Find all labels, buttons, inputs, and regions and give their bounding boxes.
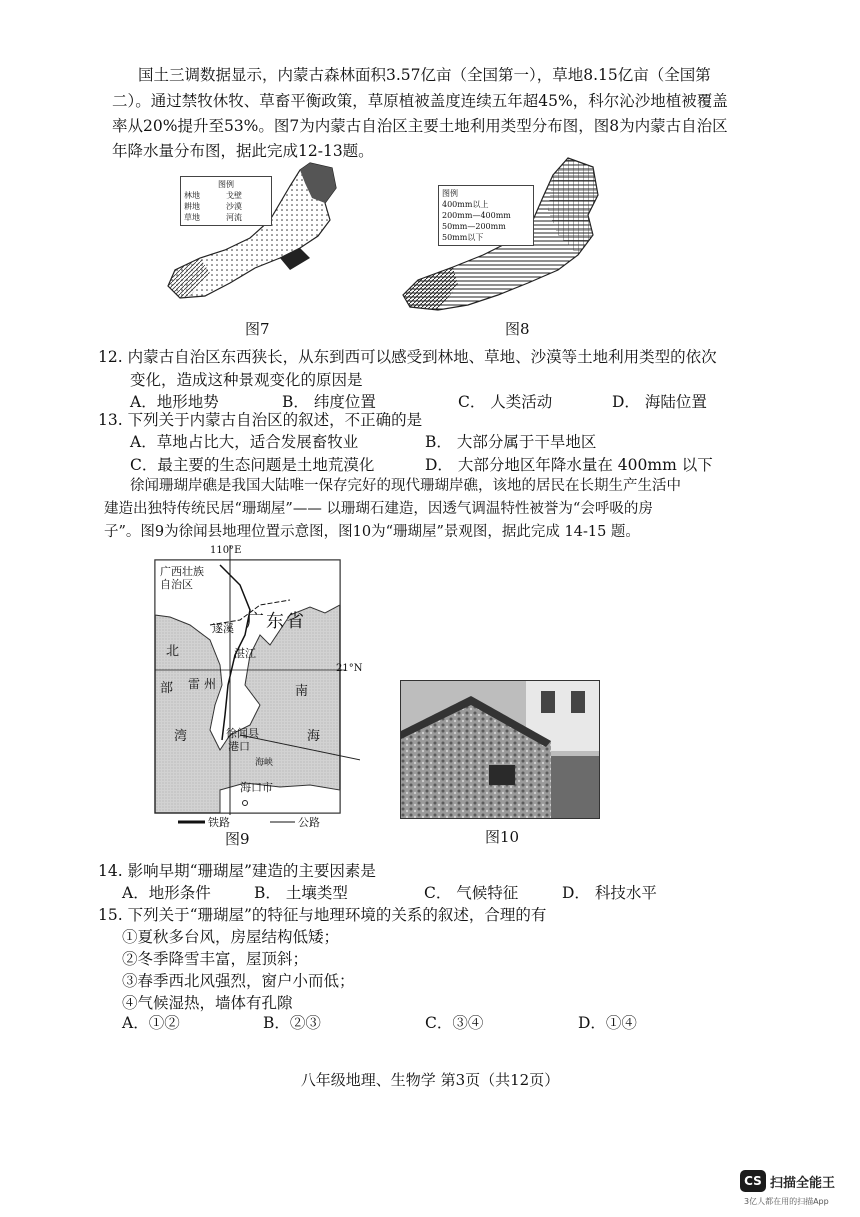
guangdong-label: 广东省	[246, 611, 306, 632]
strait-label: 海峡	[255, 758, 274, 768]
xuwen-county-label: 徐闻县	[226, 727, 259, 740]
intro-line-3: 率从20%提升至53%。图7为内蒙古自治区主要土地利用类型分布图，图8为内蒙古自治区	[112, 117, 728, 135]
q14-option-b: B． 土壤类型	[254, 884, 348, 902]
figure-8-caption: 图8	[505, 320, 530, 338]
q14-option-d: D． 科技水平	[562, 884, 657, 902]
legend-below-50: 50mm以下	[442, 233, 484, 242]
intro2-line-2: 建造出独特传统民居“珊瑚屋”—— 以珊瑚石建造，因透气调温特性被誉为“会呼吸的房	[104, 501, 653, 517]
q15-item-4: ④气候湿热，墙体有孔隙	[122, 994, 293, 1012]
figure-7-legend	[180, 176, 272, 226]
q15-item-2: ②冬季降雪丰富，屋顶斜；	[122, 950, 309, 968]
camscanner-tagline: 3亿人都在用的扫描App	[744, 1197, 829, 1206]
intro2-line-3: 子”。图9为徐闻县地理位置示意图，图10为“珊瑚屋”景观图，据此完成 14-15 题。	[104, 524, 640, 540]
q12-option-a: A．地形地势	[130, 393, 219, 411]
latitude-label: 21°N	[336, 663, 363, 674]
leizhou-label: 雷州	[188, 677, 221, 691]
legend-above-400: 400mm以上	[442, 200, 489, 209]
q13-option-c: C．最主要的生态问题是土地荒漠化	[130, 456, 375, 474]
figure-10-caption: 图10	[485, 828, 520, 846]
suixi-label: 遂溪	[212, 622, 234, 635]
q13-stem: 13. 下列关于内蒙古自治区的叙述，不正确的是	[98, 411, 423, 429]
intro-line-1: 国土三调数据显示，内蒙古森林面积3.57亿亩（全国第一），草地8.15亿亩（全国第	[138, 66, 711, 84]
q15-item-1: ①夏秋多台风，房屋结构低矮；	[122, 928, 340, 946]
figure-10-coral-house-photo	[400, 680, 600, 819]
legend-grassland: 草地	[184, 213, 200, 222]
q15-option-d: D．①④	[578, 1014, 637, 1032]
gulf-char-1: 北	[166, 644, 180, 659]
q15-option-b: B．②③	[263, 1014, 321, 1032]
sea-char-1: 南	[295, 684, 309, 699]
q13-option-b: B． 大部分属于干旱地区	[425, 433, 597, 451]
legend-river: 河流	[226, 213, 242, 222]
legend-200-400: 200mm—400mm	[442, 211, 511, 220]
legend-forest: 林地	[184, 191, 200, 200]
sea-char-2: 海	[307, 729, 321, 744]
figure-7-caption: 图7	[245, 320, 270, 338]
gulf-char-3: 湾	[174, 729, 188, 744]
longitude-label: 110°E	[210, 545, 242, 556]
haikou-label: 海口市	[240, 781, 273, 794]
q15-item-3: ③春季西北风强烈，窗户小而低；	[122, 972, 355, 990]
camscanner-name: 扫描全能王	[770, 1176, 836, 1191]
q15-option-c: C．③④	[425, 1014, 484, 1032]
intro-line-2: 二）。通过禁牧休牧、草畜平衡政策，草原植被盖度连续五年超45%，科尔沁沙地植被覆盖	[112, 92, 728, 110]
page-footer: 八年级地理、生物学 第3页（共12页）	[300, 1071, 560, 1089]
q12-option-c: C． 人类活动	[458, 393, 553, 411]
figure-9-xuwen-map	[150, 545, 363, 830]
q12-option-d: D． 海陆位置	[612, 393, 707, 411]
intro2-line-1: 徐闻珊瑚岸礁是我国大陆唯一保存完好的现代珊瑚岸礁，该地的居民在长期生产生活中	[130, 478, 681, 494]
legend-rail-label: 铁路	[208, 816, 230, 829]
q12-stem-line-1: 12. 内蒙古自治区东西狭长，从东到西可以感受到林地、草地、沙漠等土地利用类型的依次	[98, 348, 717, 366]
q12-stem-line-2: 变化，造成这种景观变化的原因是	[130, 371, 363, 389]
q13-option-d: D． 大部分地区年降水量在 400mm 以下	[425, 456, 713, 474]
q13-option-a: A．草地占比大，适合发展畜牧业	[130, 433, 359, 451]
gulf-char-2: 部	[160, 681, 174, 696]
figure-7-land-use-map	[160, 158, 340, 308]
legend-farmland: 耕地	[184, 202, 200, 211]
camscanner-logo-icon: CS	[740, 1170, 766, 1192]
legend-desert: 沙漠	[226, 202, 242, 211]
guangxi-label: 广西壮族 自治区	[160, 565, 204, 591]
port-label: 港口	[228, 740, 250, 753]
figure-8-legend-title: 图例	[442, 189, 458, 198]
zhanjiang-label: 湛江	[234, 647, 256, 660]
q14-option-c: C． 气候特征	[424, 884, 519, 902]
intro-line-4: 年降水量分布图，据此完成12-13题。	[112, 142, 374, 160]
q14-option-a: A．地形条件	[122, 884, 211, 902]
figure-8-precipitation-map	[398, 155, 608, 315]
q14-stem: 14. 影响早期“珊瑚屋”建造的主要因素是	[98, 862, 376, 880]
q15-stem: 15. 下列关于“珊瑚屋”的特征与地理环境的关系的叙述，合理的有	[98, 906, 547, 924]
legend-50-200: 50mm—200mm	[442, 222, 506, 231]
legend-road-label: 公路	[298, 816, 320, 829]
figure-7-legend-title: 图例	[218, 180, 234, 189]
figure-9-caption: 图9	[225, 830, 250, 848]
legend-gobi: 戈壁	[226, 191, 242, 200]
q15-option-a: A．①②	[122, 1014, 180, 1032]
q12-option-b: B． 纬度位置	[282, 393, 376, 411]
figure-8-legend	[438, 185, 534, 246]
